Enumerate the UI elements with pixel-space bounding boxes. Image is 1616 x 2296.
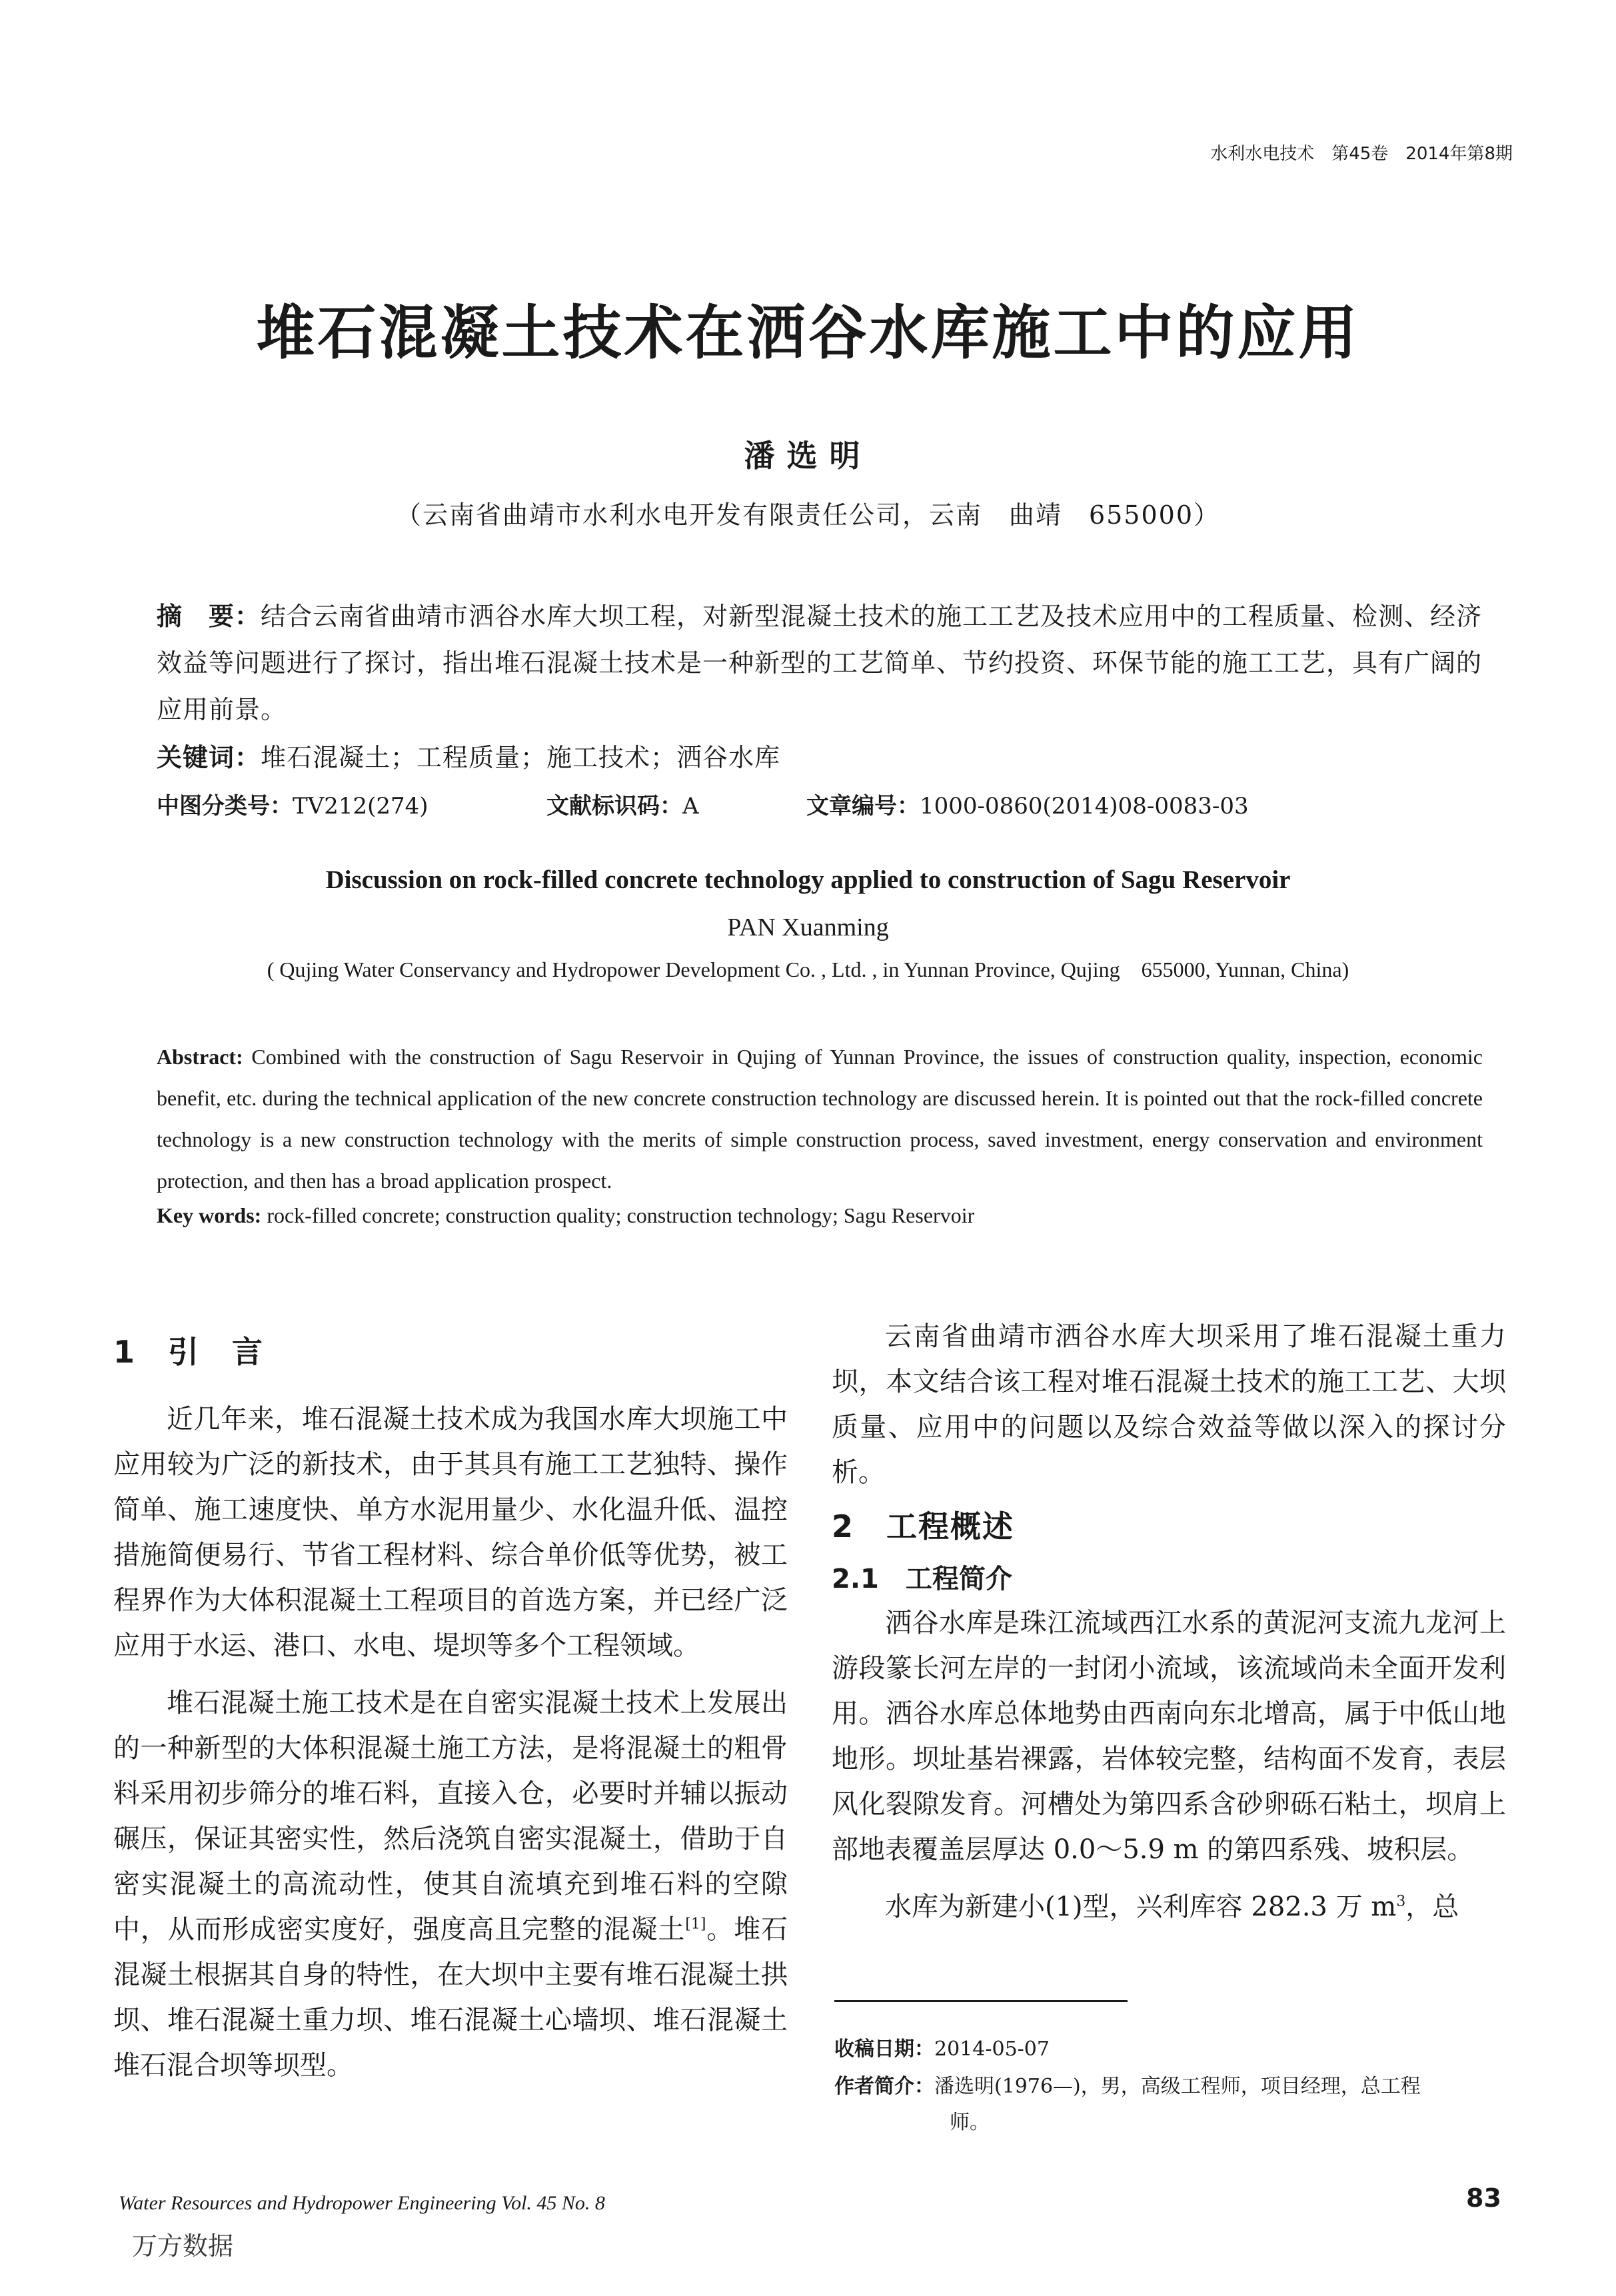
section-2-1-paragraph-2-text-a: 水库为新建小(1)型，兴利库容 282.3 万 m	[885, 1892, 1397, 1922]
section-1-paragraph-1: 近几年来，堆石混凝土技术成为我国水库大坝施工中应用较为广泛的新技术，由于其具有施工工艺独特、操作简单、施工速度快、单方水泥用量少、水化温升低、温控措施简便易行、节省工程材料、综合单价低等优势，被工程界作为大体积混凝土工程项目的首选方案，并已经广泛应用于水运、港口、水电、堤坝等多个工程领域。	[113, 1404, 788, 1661]
keywords-en-label: Key words:	[157, 1203, 262, 1227]
keywords-cn	[157, 737, 1483, 774]
footnote-divider	[834, 2000, 1128, 2002]
keywords-cn-label: 关键词：	[157, 743, 261, 772]
section-2-1-heading: 2.1 工程简介	[832, 1564, 1012, 1594]
footnote-received	[834, 2032, 1506, 2067]
affiliation-en: ( Qujing Water Conservancy and Hydropower Development Co. , Ltd. , in Yunnan Province, Qujing 655000, Yunnan, China)	[267, 957, 1349, 981]
abstract-en	[157, 1036, 1483, 1201]
clc-label: 中图分类号：	[157, 793, 293, 820]
citation-ref: [1]	[685, 1916, 706, 1933]
body-column-right	[832, 1314, 1506, 1942]
abstract-cn-text: 结合云南省曲靖市洒谷水库大坝工程，对新型混凝土技术的施工工艺及技术应用中的工程质量、检测、经济效益等问题进行了探讨，指出堆石混凝土技术是一种新型的工艺简单、节约投资、环保节能的施工工艺，具有广阔的应用前景。	[157, 602, 1483, 724]
affiliation-cn: （云南省曲靖市水利水电开发有限责任公司，云南 曲靖 655000）	[395, 500, 1221, 530]
author-name-cn: 潘选明	[744, 438, 872, 474]
section-1-paragraph-2-text-a: 堆石混凝土施工技术是在自密实混凝土技术上发展出的一种新型的大体积混凝土施工方法，是将混凝土的粗骨料采用初步筛分的堆石料，直接入仓，必要时并辅以振动碾压，保证其密实性，然后浇筑自密实混凝土，借助于自密实混凝土的高流动性，使其自流填充到堆石料的空隙中，从而形成密实度好，强度高且完整的混凝土	[113, 1688, 788, 1945]
section-2-heading: 2 工程概述	[832, 1508, 1015, 1544]
document-code-value: A	[682, 793, 699, 820]
page-title: 堆石混凝土技术在洒谷水库施工中的应用	[256, 298, 1360, 367]
clc-value: TV212(274)	[293, 793, 428, 820]
document-code-label: 文献标识码：	[546, 793, 682, 820]
abstract-en-text: Combined with the construction of Sagu Reservoir in Qujing of Yunnan Province, the issues of construction quality, inspection, economic benefit, etc. during the technical application of the new concrete construction technology are discussed herein. It is pointed out that the rock-filled concrete technology is a new construction technology with the merits of simple construction process, saved investment, energy conservation and environment protection, and then has a broad application prospect.	[157, 1045, 1483, 1193]
section-1-paragraph-2-text-b: 。堆石混凝土根据其自身的特性，在大坝中主要有堆石混凝土拱坝、堆石混凝土重力坝、堆石混凝土心墙坝、堆石混凝土堆石混合坝等坝型。	[113, 1914, 788, 2081]
superscript-3: 3	[1396, 1893, 1406, 1910]
section-2-1-paragraph-2	[832, 1884, 1506, 1930]
abstract-en-label: Abstract:	[157, 1045, 243, 1069]
keywords-en-text: rock-filled concrete; construction quality; construction technology; Sagu Reservoir	[261, 1203, 975, 1227]
footnote-author-value: 潘选明(1976—)，男，高级工程师，项目经理，总工程	[934, 2075, 1421, 2098]
footnote-received-label: 收稿日期：	[834, 2037, 934, 2061]
article-number-value: 1000-0860(2014)08-0083-03	[920, 793, 1249, 820]
article-number	[806, 788, 1249, 820]
section-1-heading: 1 引 言	[113, 1334, 265, 1370]
section-1-paragraph-2	[113, 1680, 788, 2088]
clc-number	[157, 788, 428, 820]
section-1-paragraph-3: 云南省曲靖市洒谷水库大坝采用了堆石混凝土重力坝，本文结合该工程对堆石混凝土技术的施工工艺、大坝质量、应用中的问题以及综合效益等做以深入的探讨分析。	[832, 1321, 1506, 1488]
keywords-en	[157, 1203, 1483, 1228]
footnote-author-label: 作者简介：	[834, 2075, 934, 2098]
title-en: Discussion on rock-filled concrete technology applied to construction of Sagu Reservoir	[325, 865, 1291, 894]
watermark: 万方数据	[132, 2231, 234, 2261]
abstract-cn	[157, 593, 1483, 733]
section-2-1-paragraph-1: 洒谷水库是珠江流域西江水系的黄泥河支流九龙河上游段篆长河左岸的一封闭小流域，该流域尚未全面开发利用。洒谷水库总体地势由西南向东北增高，属于中低山地地形。坝址基岩裸露，岩体较完整，结构面不发育，表层风化裂隙发育。河槽处为第四系含砂卵砾石粘土，坝肩上部地表覆盖层厚达 0.0～5.9 m 的第四系残、坡积层。	[832, 1608, 1506, 1865]
section-2-1-paragraph-2-text-b: ，总	[1405, 1892, 1459, 1922]
page-number: 83	[1466, 2183, 1501, 2213]
running-head: 水利水电技术 第45卷 2014年第8期	[1210, 144, 1513, 164]
footnote-received-value: 2014-05-07	[934, 2037, 1050, 2061]
footnote-author	[834, 2069, 1506, 2104]
article-number-label: 文章编号：	[806, 793, 920, 820]
keywords-cn-text: 堆石混凝土；工程质量；施工技术；洒谷水库	[261, 743, 781, 772]
document-code	[546, 788, 699, 820]
footnote-author-continued: 师。	[950, 2111, 990, 2134]
footer-journal: Water Resources and Hydropower Engineering Vol. 45 No. 8	[119, 2192, 605, 2214]
author-name-en: PAN Xuanming	[727, 913, 889, 941]
abstract-cn-label: 摘 要：	[157, 602, 261, 631]
body-column-left	[113, 1333, 788, 2100]
